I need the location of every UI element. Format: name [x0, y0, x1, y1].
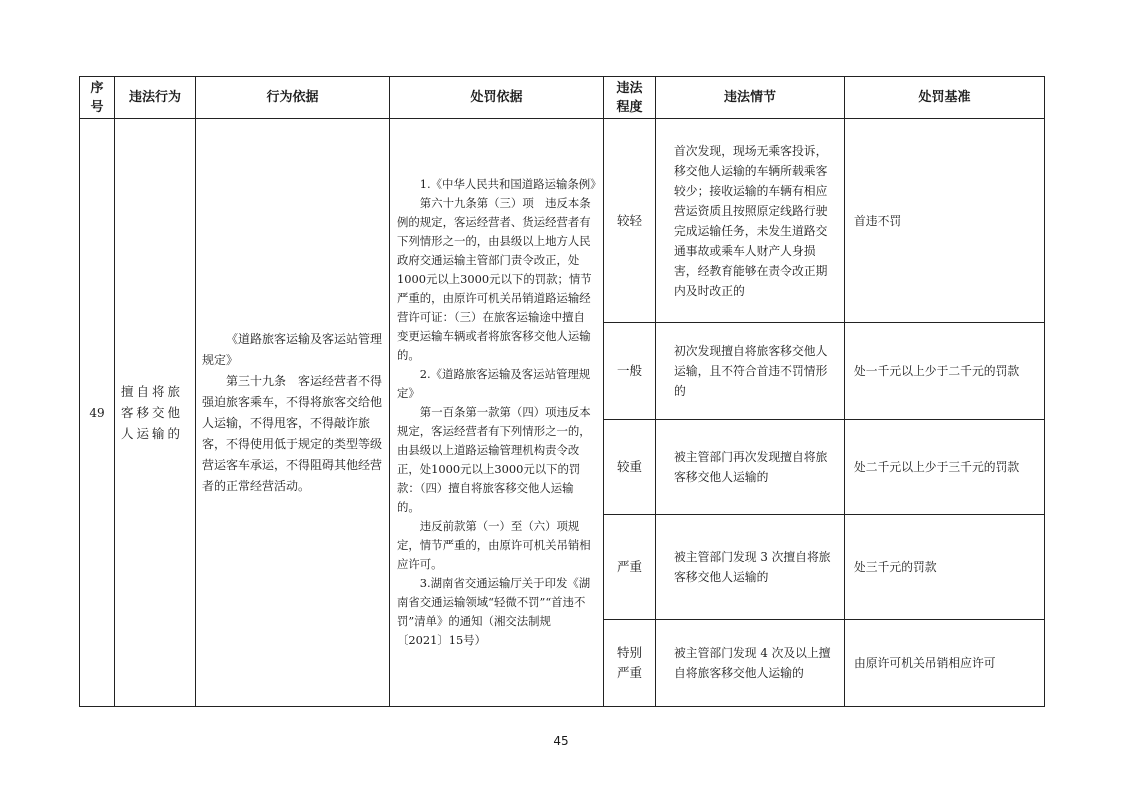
degree-cell: 一般	[604, 323, 656, 420]
standard-cell: 由原许可机关吊销相应许可	[845, 620, 1045, 707]
header-basis: 行为依据	[196, 77, 390, 119]
standard-cell: 处二千元以上少于三千元的罚款	[845, 420, 1045, 515]
basis-title: 《道路旅客运输及客运站管理规定》	[202, 331, 383, 367]
penalty-basis-item: 违反前款第（一）至（六）项规定，情节严重的，由原许可机关吊销相应许可。	[397, 519, 591, 571]
penalty-basis-item: 第一百条第一款第（四）项违反本规定，客运经营者有下列情形之一的，由县级以上道路运输管理机构责令改正，处1000元以上3000元以下的罚款：（四）擅自将旅客移交他人运输的。	[397, 405, 591, 514]
plot-cell: 被主管部门再次发现擅自将旅客移交他人运输的	[656, 420, 845, 515]
penalty-basis-cell	[390, 119, 604, 707]
header-standard: 处罚基准	[845, 77, 1045, 119]
plot-cell: 被主管部门发现 3 次擅自将旅客移交他人运输的	[656, 515, 845, 620]
penalty-basis-item: 3.湖南省交通运输厅关于印发《湖南省交通运输领域“轻微不罚”“首违不罚”清单》的通知（湘交法制规〔2021〕15号）	[397, 576, 591, 647]
plot-cell: 被主管部门发现 4 次及以上擅自将旅客移交他人运输的	[656, 620, 845, 707]
page-number: 45	[553, 734, 569, 748]
penalty-standard-table	[79, 76, 1045, 707]
degree-cell: 特别严重	[604, 620, 656, 707]
header-row	[80, 77, 1045, 119]
standard-cell: 处一千元以上少于二千元的罚款	[845, 323, 1045, 420]
standard-cell: 处三千元的罚款	[845, 515, 1045, 620]
penalty-basis-item: 1.《中华人民共和国道路运输条例》	[419, 177, 602, 191]
header-act: 违法行为	[115, 77, 196, 119]
header-seq: 序号	[80, 77, 115, 119]
standard-cell: 首违不罚	[845, 119, 1045, 323]
degree-cell: 严重	[604, 515, 656, 620]
basis-article: 第三十九条 客运经营者不得强迫旅客乘车，不得将旅客交给他人运输，不得甩客，不得敲诈旅客，不得使用低于规定的类型等级营运客车承运，不得阻碍其他经营者的正常经营活动。	[202, 373, 383, 493]
degree-cell: 较重	[604, 420, 656, 515]
header-degree: 违法程度	[604, 77, 656, 119]
penalty-basis-item: 第六十九条第（三）项 违反本条例的规定，客运经营者、货运经营者有下列情形之一的，由县级以上地方人民政府交通运输主管部门责令改正，处1000元以上3000元以下的罚款；情节严重的，由原许可机关吊销道路运输经营许可证：（三）在旅客运输途中擅自变更运输车辆或者将旅客移交他人运输的。	[397, 196, 592, 362]
seq-cell: 49	[80, 119, 115, 707]
behavior-basis-cell	[196, 119, 390, 707]
header-plot: 违法情节	[656, 77, 845, 119]
plot-cell: 初次发现擅自将旅客移交他人运输，且不符合首违不罚情形的	[656, 323, 845, 420]
violation-act-cell: 擅自将旅客移交他人运输的	[115, 119, 196, 707]
header-penalty: 处罚依据	[390, 77, 604, 119]
plot-cell: 首次发现，现场无乘客投诉，移交他人运输的车辆所载乘客较少；接收运输的车辆有相应营运资质且按照原定线路行驶完成运输任务，未发生道路交通事故或乘车人财产人身损害，经教育能够在责令改正期内及时改正的	[656, 119, 845, 323]
degree-cell: 较轻	[604, 119, 656, 323]
penalty-basis-item: 2.《道路旅客运输及客运站管理规定》	[397, 367, 591, 400]
table-row	[80, 119, 1045, 323]
